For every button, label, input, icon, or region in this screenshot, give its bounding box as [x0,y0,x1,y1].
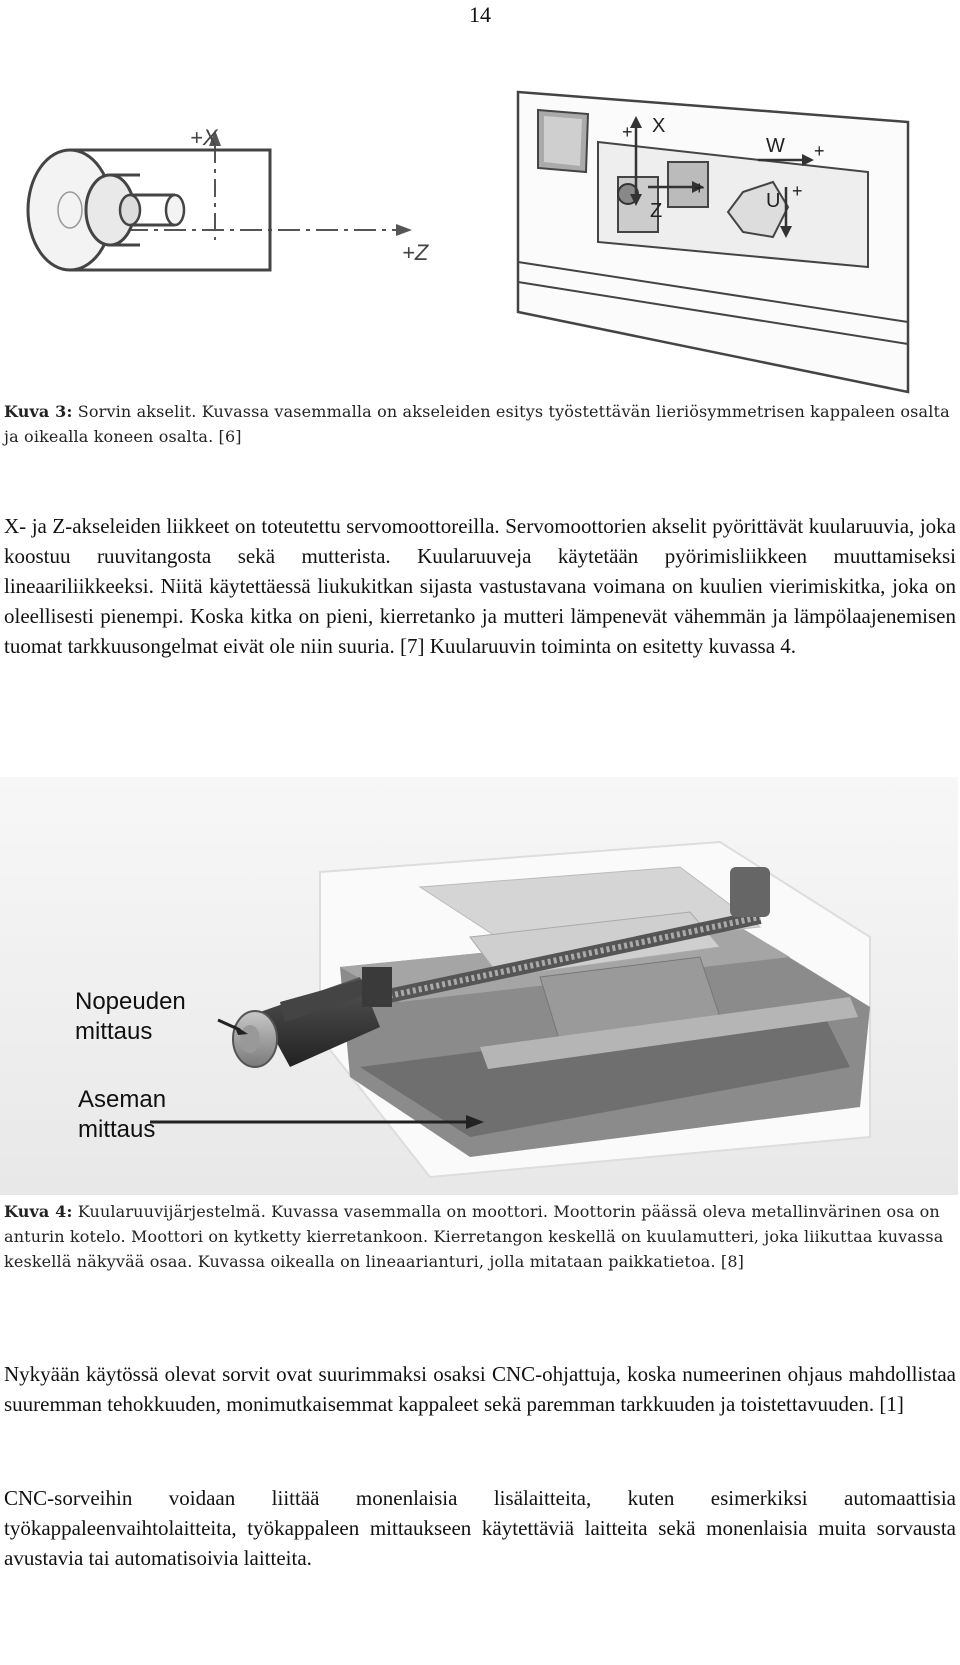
x-axis-label: +X [190,125,218,150]
machine-w-label: W [766,135,785,157]
speed-measurement-label-line1: Nopeuden [75,988,186,1015]
paragraph-ball-screw: X- ja Z-akseleiden liikkeet on toteutettu servomoottoreilla. Servomoottorien akselit pyörittävät kuularuuvia, joka koostuu ruuvitangosta sekä mutterista. Kuularuuveja käytetään pyörimisliikkeen muuttamiseksi lineaariliikkeeksi. Niitä käytettäessä liukukitkan sijasta vastustavana voimana on kuulien vierimiskitka, joka on oleellisesti pienempi. Koska kitka on pieni, kierretanko ja mutteri lämpenevät vähemmän ja lämpölaajenemisen tuomat tarkkuusongelmat eivät ole niin suuria. [7] Kuularuuvin toiminta on esitetty kuvassa 4. [4,514,956,658]
ball-screw-system-image [0,777,958,1195]
machine-z-label: Z [650,200,663,222]
machine-u-label: U [766,190,781,212]
speed-measurement-label-line2: mittaus [75,1018,153,1045]
lathe-machine-drawing [498,82,918,400]
figure-3-caption-text: Sorvin akselit. Kuvassa vasemmalla on akseleiden esitys työstettävän lieriösymmetrisen kappaleen osalta ja oikealla koneen osalta. [6] [4,402,950,446]
machine-u-plus: + [792,181,803,201]
figure-4-caption-label: Kuva 4: [4,1202,73,1221]
z-axis-label: +Z [402,240,429,265]
machine-w-plus: + [814,141,825,161]
paragraph-cnc-lathes: Nykyään käytössä olevat sorvit ovat suurimmaksi osaksi CNC-ohjattuja, koska numeerinen ohjaus mahdollistaa suuremman tehokkuuden, monimutkaisemmat kappaleet sekä paremman tarkkuuden ja toistettavuuden. [1] [4,1362,956,1416]
figure-4-caption-text: Kuularuuvijärjestelmä. Kuvassa vasemmalla on moottori. Moottorin päässä oleva metallinvärinen osa on anturin kotelo. Moottori on kytketty kierretankoon. Kierretangon keskellä on kuulamutteri, joka liikuttaa kuvassa keskellä näkyvää osaa. Kuvassa oikealla on lineaarianturi, jolla mitataan paikkatietoa. [8] [4,1202,944,1271]
machine-x-label: X [652,115,666,137]
position-measurement-label-line2: mittaus [78,1116,156,1143]
position-measurement-label-line1: Aseman [78,1086,167,1113]
page-number: 14 [469,2,491,27]
figure-4-caption [4,1199,954,1274]
machine-z-plus: + [694,178,705,198]
figure-3-caption [4,399,954,449]
paragraph-cnc-accessories: CNC-sorveihin voidaan liittää monenlaisia lisälaitteita, kuten esimerkiksi automaattisia työkappaleenvaihtolaitteita, työkappaleen mittaukseen käytettäviä laitteita sekä monenlaisia muita sorvausta avustavia tai automatisoivia laitteita. [4,1486,956,1570]
machine-x-plus: + [622,122,633,142]
figure-3-caption-label: Kuva 3: [4,402,73,421]
workpiece-axes-drawing [10,120,440,400]
